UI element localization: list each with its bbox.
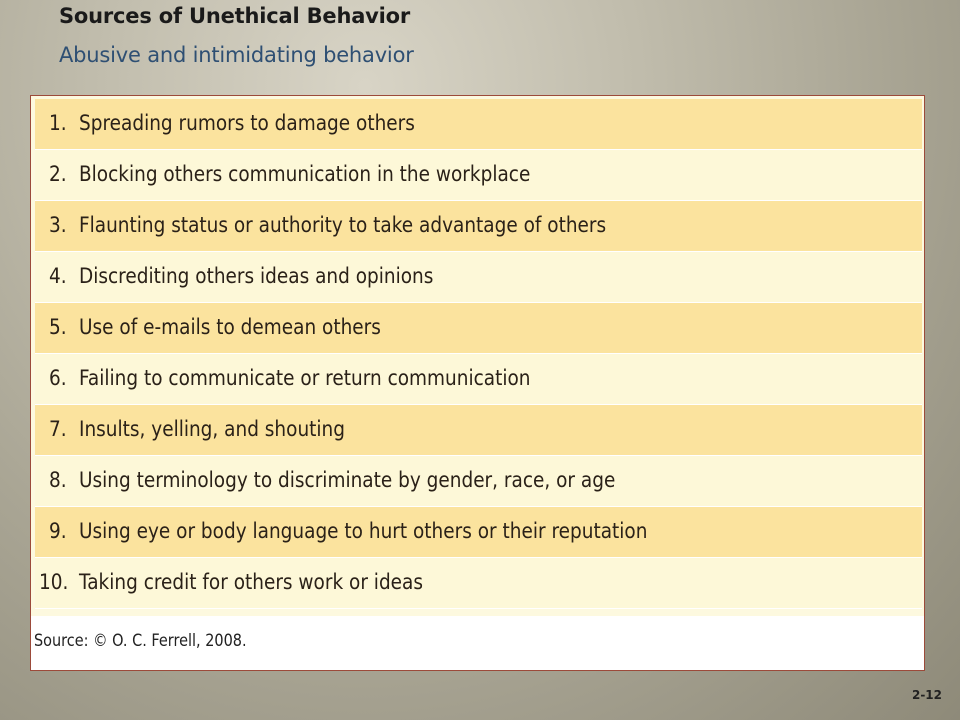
row-text: Insults, yelling, and shouting [79, 417, 345, 441]
row-text: Flaunting status or authority to take advantage of others [79, 213, 607, 237]
behavior-table [30, 95, 925, 671]
row-text: Using eye or body language to hurt others or their reputation [79, 519, 648, 543]
row-number: 2. [49, 162, 67, 186]
row-number: 6. [49, 366, 67, 390]
row-number: 8. [49, 468, 67, 492]
slide-subtitle: Abusive and intimidating behavior [59, 43, 414, 67]
row-text: Spreading rumors to damage others [79, 111, 415, 135]
row-number: 9. [49, 519, 67, 543]
row-text: Taking credit for others work or ideas [79, 570, 423, 594]
source-citation: Source: © O. C. Ferrell, 2008. [34, 631, 247, 651]
row-number: 5. [49, 315, 67, 339]
source-footer [31, 616, 924, 670]
table-row [35, 456, 922, 507]
row-number: 4. [49, 264, 67, 288]
row-text: Discrediting others ideas and opinions [79, 264, 434, 288]
table-row [35, 303, 922, 354]
table-row [35, 150, 922, 201]
row-number: 3. [49, 213, 67, 237]
table-row [35, 99, 922, 150]
table-rows [35, 99, 922, 609]
row-text: Use of e-mails to demean others [79, 315, 381, 339]
table-row [35, 201, 922, 252]
table-row [35, 507, 922, 558]
table-row [35, 252, 922, 303]
row-number: 1. [49, 111, 67, 135]
table-row [35, 405, 922, 456]
slide-title: Sources of Unethical Behavior [59, 4, 411, 28]
row-number: 7. [49, 417, 67, 441]
row-text: Blocking others communication in the workplace [79, 162, 531, 186]
row-text: Using terminology to discriminate by gender, race, or age [79, 468, 616, 492]
page-number: 2-12 [911, 688, 942, 702]
row-number: 10. [39, 570, 69, 594]
table-row [35, 558, 922, 609]
row-text: Failing to communicate or return communication [79, 366, 531, 390]
table-row [35, 354, 922, 405]
